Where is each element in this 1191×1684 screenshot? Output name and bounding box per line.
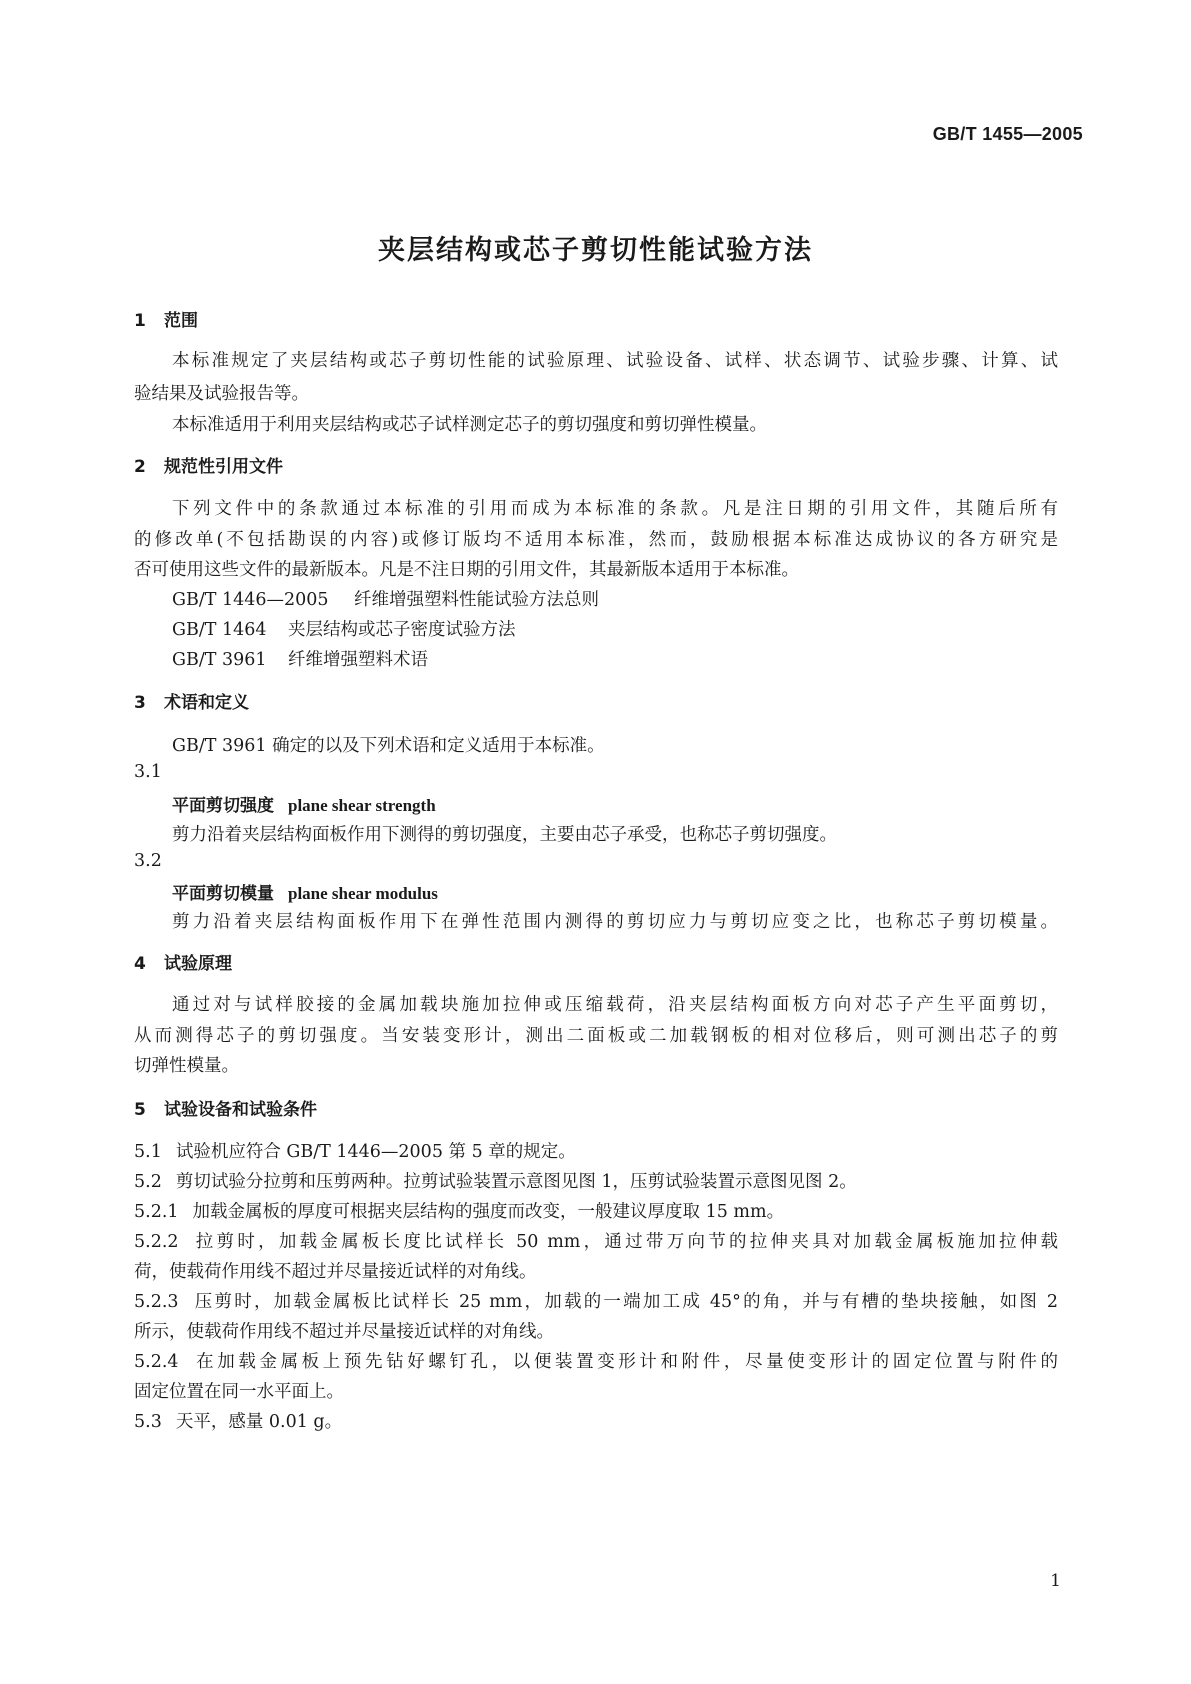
clause-number: 5.3 <box>134 1412 162 1432</box>
reference-name: 纤维增强塑料性能试验方法总则 <box>354 590 599 610</box>
section-title: 试验设备和试验条件 <box>164 1100 317 1120</box>
clause-number: 5.2.4 <box>134 1352 179 1372</box>
clause-text-continuation: 固定位置在同一水平面上。 <box>134 1382 344 1402</box>
section-title: 规范性引用文件 <box>164 457 283 477</box>
term-number: 3.2 <box>134 851 162 871</box>
reference-code: GB/T 1446—2005 <box>172 590 329 610</box>
term-english: plane shear modulus <box>288 884 438 903</box>
section-title: 术语和定义 <box>164 693 249 713</box>
clause-5-3 <box>134 1408 342 1433</box>
clause-text: 拉剪时，加载金属板长度比试样长 50 mm，通过带万向节的拉伸夹具对加载金属板施加拉伸载 <box>192 1232 1058 1252</box>
clause-text: 压剪时，加载金属板比试样长 25 mm，加载的一端加工成 45°的角，并与有槽的垫块接触，如图 2 <box>192 1292 1058 1312</box>
page-number: 1 <box>1050 1571 1061 1591</box>
clause-number: 5.2.1 <box>134 1202 179 1222</box>
reference-code: GB/T 3961 <box>172 650 267 670</box>
section-3-heading <box>134 688 249 713</box>
paragraph-line: 通过对与试样胶接的金属加载块施加拉伸或压缩载荷，沿夹层结构面板方向对芯子产生平面剪切， <box>172 995 1058 1015</box>
section-number: 3 <box>134 693 146 713</box>
paragraph-line: 从而测得芯子的剪切强度。当安装变形计，测出二面板或二加载钢板的相对位移后，则可测出芯子的剪 <box>134 1026 1058 1046</box>
paragraph-line: 本标准适用于利用夹层结构或芯子试样测定芯子的剪切强度和剪切弹性模量。 <box>172 415 767 435</box>
clause-number: 5.1 <box>134 1142 162 1162</box>
clause-number: 5.2.3 <box>134 1292 179 1312</box>
term-chinese: 平面剪切强度 <box>172 796 274 816</box>
term-definition: 剪力沿着夹层结构面板作用下测得的剪切强度，主要由芯子承受，也称芯子剪切强度。 <box>172 825 837 845</box>
reference-code: GB/T 1464 <box>172 620 267 640</box>
paragraph-line: 的修改单(不包括勘误的内容)或修订版均不适用本标准，然而，鼓励根据本标准达成协议的各方研究是 <box>134 530 1058 550</box>
clause-5-2-1 <box>134 1198 784 1223</box>
section-2-heading <box>134 452 283 477</box>
section-4-heading <box>134 949 232 974</box>
clause-text: 在加载金属板上预先钻好螺钉孔，以便装置变形计和附件，尽量使变形计的固定位置与附件的 <box>192 1352 1058 1372</box>
clause-text-continuation: 所示，使载荷作用线不超过并尽量接近试样的对角线。 <box>134 1322 554 1342</box>
reference-item <box>172 616 516 641</box>
clause-number: 5.2.2 <box>134 1232 179 1252</box>
term-heading <box>172 879 438 904</box>
section-number: 4 <box>134 954 146 974</box>
standard-code-header: GB/T 1455—2005 <box>932 124 1083 144</box>
section-title: 范围 <box>164 311 198 331</box>
clause-number: 5.2 <box>134 1172 162 1192</box>
term-chinese: 平面剪切模量 <box>172 884 274 904</box>
reference-item <box>172 646 428 671</box>
clause-text: 剪切试验分拉剪和压剪两种。拉剪试验装置示意图见图 1，压剪试验装置示意图见图 2。 <box>175 1172 857 1192</box>
reference-name: 夹层结构或芯子密度试验方法 <box>288 620 516 640</box>
section-1-heading <box>134 306 198 331</box>
clause-5-2-3 <box>134 1288 1058 1313</box>
section-number: 5 <box>134 1100 146 1120</box>
section-title: 试验原理 <box>164 954 232 974</box>
paragraph-line: 本标准规定了夹层结构或芯子剪切性能的试验原理、试验设备、试样、状态调节、试验步骤、计算、试 <box>172 351 1058 371</box>
term-number: 3.1 <box>134 762 162 782</box>
clause-text-continuation: 荷，使载荷作用线不超过并尽量接近试样的对角线。 <box>134 1262 537 1282</box>
paragraph-line: GB/T 3961 确定的以及下列术语和定义适用于本标准。 <box>172 736 605 756</box>
document-title: 夹层结构或芯子剪切性能试验方法 <box>378 235 813 266</box>
section-number: 2 <box>134 457 146 477</box>
clause-5-1 <box>134 1138 576 1163</box>
term-definition: 剪力沿着夹层结构面板作用下在弹性范围内测得的剪切应力与剪切应变之比，也称芯子剪切模量。 <box>172 912 1058 932</box>
paragraph-line: 切弹性模量。 <box>134 1056 239 1076</box>
reference-item <box>172 586 599 611</box>
clause-5-2 <box>134 1168 857 1193</box>
paragraph-line: 下列文件中的条款通过本标准的引用而成为本标准的条款。凡是注日期的引用文件，其随后所有 <box>172 499 1058 519</box>
reference-name: 纤维增强塑料术语 <box>288 650 428 670</box>
section-number: 1 <box>134 311 146 331</box>
clause-text: 加载金属板的厚度可根据夹层结构的强度而改变，一般建议厚度取 15 mm。 <box>192 1202 785 1222</box>
clause-5-2-2 <box>134 1228 1058 1253</box>
paragraph-line: 否可使用这些文件的最新版本。凡是不注日期的引用文件，其最新版本适用于本标准。 <box>134 560 799 580</box>
section-5-heading <box>134 1095 317 1120</box>
clause-text: 天平，感量 0.01 g。 <box>175 1412 343 1432</box>
term-english: plane shear strength <box>288 796 436 815</box>
clause-text: 试验机应符合 GB/T 1446—2005 第 5 章的规定。 <box>175 1142 576 1162</box>
clause-5-2-4 <box>134 1348 1058 1373</box>
term-heading <box>172 791 436 816</box>
paragraph-line: 验结果及试验报告等。 <box>134 384 309 404</box>
